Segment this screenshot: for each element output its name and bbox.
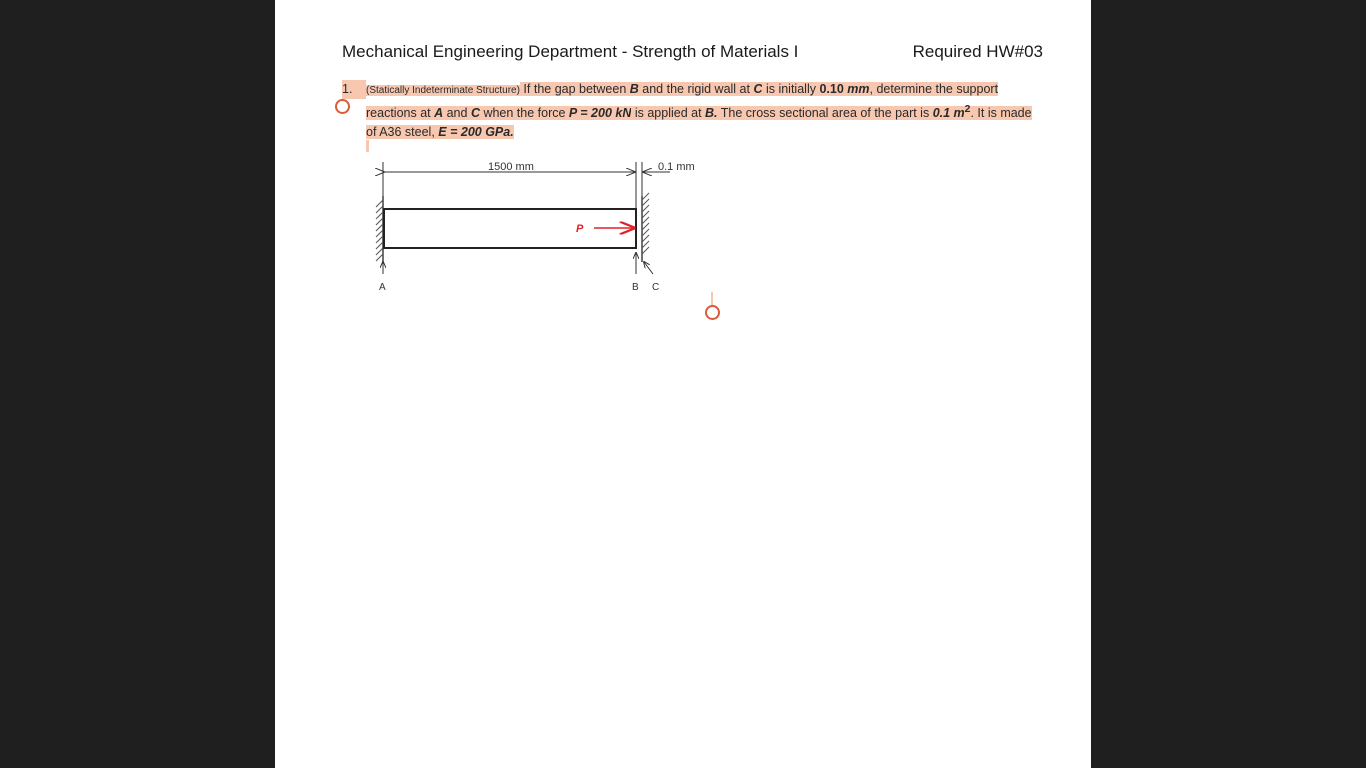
point-b-label: B xyxy=(632,282,639,293)
problem-text-part: when the force xyxy=(479,106,569,121)
problem-text-part: and xyxy=(443,106,471,121)
problem-text-part: and the rigid wall at xyxy=(638,82,754,96)
point-a-ref: A xyxy=(434,106,444,121)
area-value: 0.1 m xyxy=(932,106,965,121)
text-cursor-marker xyxy=(366,140,369,152)
bar-diagram xyxy=(370,150,730,300)
point-b-ref: B. xyxy=(705,106,718,121)
problem-text-part: is applied at xyxy=(631,106,706,121)
problem-text-part: If the gap between xyxy=(519,82,630,96)
force-label: P xyxy=(576,223,584,235)
problem-text[interactable] xyxy=(366,80,1042,142)
modulus-equation: E = 200 GPa. xyxy=(438,125,514,140)
document-header-title: Mechanical Engineering Department - Strength of Materials I xyxy=(342,42,799,61)
annotation-marker-icon[interactable] xyxy=(335,99,350,114)
point-b-ref: B xyxy=(629,82,639,96)
leader-c xyxy=(644,262,653,274)
annotation-marker-icon[interactable] xyxy=(705,305,720,320)
problem-number: 1. xyxy=(342,80,366,99)
point-a-label: A xyxy=(379,282,386,293)
document-header-assignment: Required HW#03 xyxy=(912,42,1043,61)
problem-text-part: The cross sectional area of the part is xyxy=(717,106,933,121)
gap-unit: mm xyxy=(843,82,870,96)
wall-a-hatching xyxy=(376,200,383,261)
point-c-ref: C xyxy=(470,106,480,121)
point-c-ref: C xyxy=(753,82,763,96)
problem-1 xyxy=(342,80,1042,142)
problem-text-part: . It is made of A36 steel, xyxy=(366,106,1032,140)
length-label: 1500 mm xyxy=(488,161,534,173)
force-equation: P = 200 kN xyxy=(568,106,632,121)
document-page xyxy=(275,0,1091,768)
wall-c-hatching xyxy=(642,193,649,254)
gap-label: 0.1 mm xyxy=(658,161,695,173)
gap-value: 0.10 xyxy=(819,82,844,96)
problem-text-part: , determine the support reactions at xyxy=(366,82,999,121)
problem-text-part: is initially xyxy=(762,82,820,96)
point-c-label: C xyxy=(652,282,660,293)
area-exponent: 2 xyxy=(964,104,971,115)
problem-tag: (Statically Indeterminate Structure) xyxy=(366,85,520,96)
